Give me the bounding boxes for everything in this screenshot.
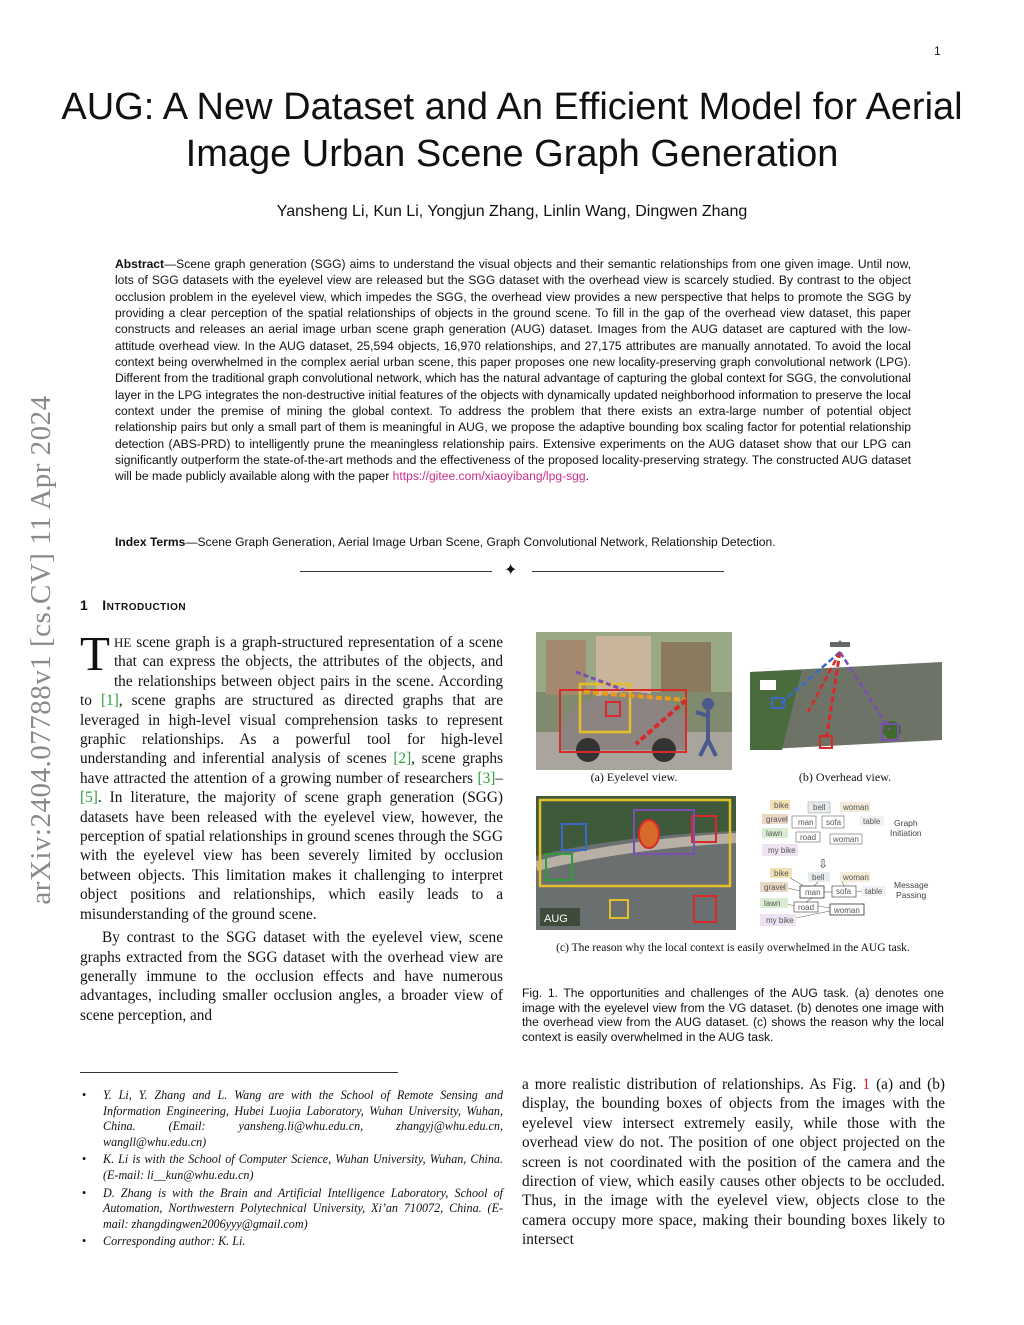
section-title: Introduction [102, 597, 187, 613]
intro-paragraph-3 [522, 1075, 945, 1250]
abstract [115, 256, 911, 485]
intro-column-left [80, 626, 504, 1025]
message-label: Message [894, 880, 929, 890]
range-dash: – [495, 769, 503, 787]
subcaption-a: (a) Eyelevel view. [590, 770, 678, 784]
index-terms-text: —Scene Graph Generation, Aerial Image Urban Scene, Graph Convolutional Network, Relationship Detection. [185, 535, 776, 549]
message-label: Passing [896, 890, 927, 900]
footnote-item: • Corresponding author: K. Li. [80, 1234, 503, 1250]
index-terms [115, 535, 911, 549]
subcaption-b: (b) Overhead view. [798, 770, 892, 784]
graph-node: woman [843, 873, 869, 882]
graph-node: road [800, 833, 817, 842]
lead-word: HE [113, 635, 132, 650]
graph-node: my bike [768, 846, 796, 855]
divider-star-icon: ✦ [504, 562, 518, 579]
footnote-item: • D. Zhang is with the Brain and Artificial Intelligence Laboratory, School of Automation, Northwestern Polytechnical University, Xi’an 710072, China. (E-mail: zhangdingwen2006yyy@gmail.com) [80, 1186, 503, 1233]
graph-node: bike [774, 801, 789, 810]
graph-node: man [798, 818, 814, 827]
graph-label: Initiation [890, 828, 922, 838]
graph-node: bike [774, 869, 789, 878]
footnote-item: • Y. Li, Y. Zhang and L. Wang are with the School of Remote Sensing and Information Engineering, Hubei Luojia Laboratory, Wuhan University, Wuhan, China. (Email: yansheng.li@whu.edu.cn, zhangyj@whu.edu.cn, wangll@whu.edu.cn) [80, 1088, 503, 1150]
arxiv-stamp: arXiv:2404.07788v1 [cs.CV] 11 Apr 2024 [25, 395, 57, 905]
abstract-label: Abstract [115, 257, 165, 271]
graph-node: sofa [836, 887, 852, 896]
citation-link[interactable]: [5] [80, 789, 98, 807]
citation-link[interactable]: [3] [477, 769, 496, 787]
repo-link[interactable]: https://gitee.com/xiaoyibang/lpg-sgg [392, 469, 586, 484]
graph-node: gravel [764, 883, 786, 892]
intro-paragraph-2: By contrast to the SGG dataset with the eyelevel view, scene graphs extracted from the SGG dataset with the overhead view are generally immune to the occlusion effects and have numerous advantages, including smaller occlusion angles, a broader view of scene perception, and [80, 929, 503, 1024]
graph-node: woman [843, 803, 869, 812]
index-terms-label: Index Terms [115, 535, 186, 549]
abstract-end: . [585, 469, 589, 484]
paper-title: AUG: A New Dataset and An Efficient Model for Aerial Image Urban Scene Graph Generation [61, 86, 963, 175]
intro-paragraph-1 [80, 626, 504, 924]
author-list: Yansheng Li, Kun Li, Yongjun Zhang, Linlin Wang, Dingwen Zhang [276, 203, 748, 220]
figure-1a-eyelevel-image [536, 632, 732, 770]
intro-text: , scene graphs have attracted the attention of a growing number of researchers [80, 750, 504, 787]
intro-text: . In literature, the majority of scene graph generation (SGG) datasets have been released with the eyelevel view, however, the perception of spatial relationships in ground scenes through the SGG with the eyelevel view has been severely limited by occlusion between objects. This limitation makes it challenging to interpret object positions and relationships, which easily leads to a misunderstanding of the ground scene. [80, 789, 503, 923]
figure-1c-aug-image [536, 796, 736, 930]
citation-link[interactable]: [2] [393, 750, 412, 768]
graph-label: Graph [894, 818, 918, 828]
graph-node: woman [834, 906, 860, 915]
figure-1c-graph-diagram [744, 796, 948, 938]
body-text: (a) and (b) display, the bounding boxes of objects from the images with the eyelevel view intersect extremely easily, while those with the overhead view do not. The position of one object projected on the screen is not coordinated with the position of the camera and the direction of view, which easily causes other objects to be occluded. Thus, in the image with the eyelevel view, objects close to the camera occupy more space, making their bounding boxes likely to intersect [522, 1076, 945, 1249]
graph-node: table [865, 887, 883, 896]
graph-node: lawn [766, 829, 783, 838]
abstract-text: —Scene graph generation (SGG) aims to understand the visual objects and their semantic relationships from one given image. Until now, lots of SGG datasets with the eyelevel view are released but the SGG dataset with the overhead view is scarcely studied. By contrast to the object occlusion problem in the eyelevel view, which impedes the SGG, the overhead view provides a new perspective that helps to promote the SGG by providing a clear perception of the spatial relationships of objects in the ground scene. To fill in the gap of the overhead view dataset, this paper constructs and releases an aerial image urban scene graph generation (AUG) dataset. Images from the AUG dataset are captured with the low-attitude overhead view. In the AUG dataset, 25,594 objects, 16,970 relationships, and 27,175 attributes are manually annotated. To avoid the local context being overwhelmed in the complex aerial urban scene, this paper proposes one new locality-preserving graph convolutional network (LPG). Different from the traditional graph convolutional network, which has the natural advantage of capturing the global context for SGG, the convolutional layer in the LPG integrates the non-destructive initial features of the objects with dynamically updated neighborhood information to preserve the local context under the premise of mining the global context. To address the problem that there exists an extra-large number of potential object relationship pairs but only a small part of them is meaningful in AUG, we propose the adaptive bounding box scaling factor for potential relationship detection (ABS-PRD) to intelligently prune the meaningless relationship pairs. Extensive experiments on the AUG dataset show that our LPG can significantly outperform the state-of-the-art methods and the effectiveness of the proposed locality-preserving strategy. The constructed AUG dataset will be made publicly available along with the paper [115, 257, 911, 484]
graph-node: gravel [766, 815, 788, 824]
graph-node: road [798, 903, 815, 912]
footnotes [80, 1088, 503, 1252]
graph-node: woman [833, 835, 859, 844]
graph-node: lawn [764, 899, 781, 908]
graph-node: man [805, 888, 821, 897]
graph-node: my bike [766, 916, 794, 925]
section-divider [300, 562, 724, 580]
subcaption-c: (c) The reason why the local context is easily overwhelmed in the AUG task. [556, 942, 910, 954]
footnote-item: • K. Li is with the School of Computer Science, Wuhan University, Wuhan, China. (E-mail: li__kun@whu.edu.cn) [80, 1152, 503, 1183]
graph-node: sofa [826, 818, 842, 827]
down-arrow-icon: ⇩ [818, 857, 829, 871]
page-number: 1 [934, 44, 941, 58]
section-heading [80, 597, 186, 613]
section-number: 1 [80, 597, 89, 613]
drop-cap: T [80, 626, 110, 681]
intro-text: scene graph is a graph-structured representation of a scene that can express the objects, the attributes of the objects, and the relationships between object pairs in the scene. According to [80, 634, 503, 710]
figure-1b-overhead-image [742, 632, 948, 770]
body-text: a more realistic distribution of relationships. As Fig. [522, 1076, 863, 1093]
figure-caption: Fig. 1. The opportunities and challenges of the AUG task. (a) denotes one image with the eyelevel view from the VG dataset. (b) denotes one image with the overhead view from the AUG dataset. (c) shows the reason why the local context is easily overwhelmed in the AUG task. [522, 986, 944, 1044]
aug-tag: AUG [544, 913, 568, 925]
figure-reference-link[interactable]: 1 [862, 1076, 871, 1093]
intro-column-right [522, 1075, 945, 1250]
footnote-rule [80, 1072, 398, 1073]
graph-node: table [863, 817, 881, 826]
graph-node: bell [813, 803, 826, 812]
citation-link[interactable]: [1] [100, 692, 119, 710]
graph-node: bell [812, 873, 825, 882]
intro-text: , scene graphs are structured as directed graphs that are leveraged in high-level visual comprehension tasks to represent graphic relationships. As a powerful tool for high-level understanding and inferential analysis of scenes [80, 692, 503, 768]
